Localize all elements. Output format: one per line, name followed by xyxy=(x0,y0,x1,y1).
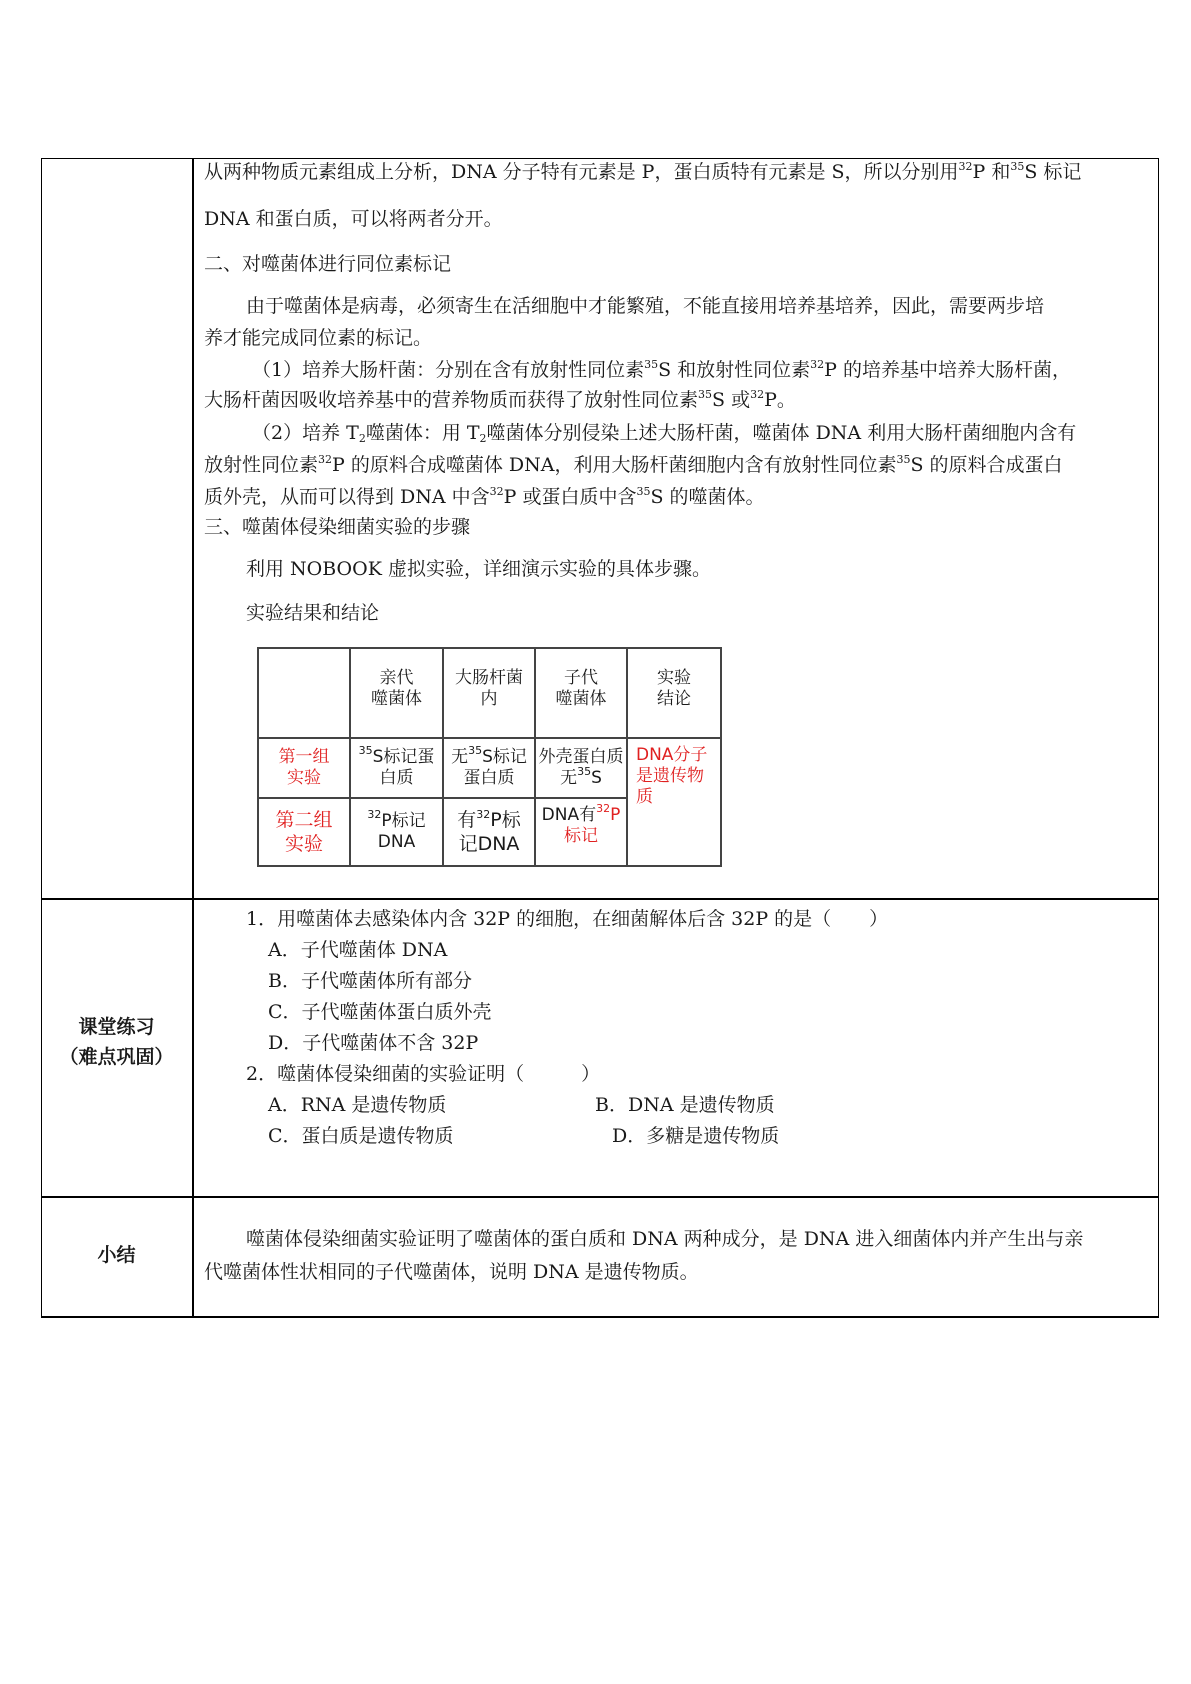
paragraph-labeling: 由于噬菌体是病毒，必须寄生在活细胞中才能繁殖，不能直接用培养基培养，因此，需要两步培 xyxy=(246,295,1045,317)
row2-ecoli: 有$^{32}$P标 记DNA xyxy=(457,808,521,855)
row2-offspring: DNA有$^{32}$P 标记 xyxy=(541,802,621,846)
nobook-paragraph: 利用 NOBOOK 虚拟实验，详细演示实验的具体步骤。 xyxy=(246,558,711,580)
question-2: 2．噬菌体侵染细菌的实验证明（ ） xyxy=(246,1063,601,1085)
conclusion-cell: DNA分子 是遗传物 质 xyxy=(636,745,708,807)
row2-label: 第二组 实验 xyxy=(275,809,333,855)
q2-option-a: A．RNA 是遗传物质 xyxy=(268,1094,447,1116)
row1-ecoli: 无$^{35}$S标记 蛋白质 xyxy=(451,744,527,788)
step-2-line-end: 质外壳，从而可以得到 DNA 中含$^{32}$P 或蛋白质中含$^{35}$S 的噬菌体。 xyxy=(204,485,765,508)
q1-option-a: A．子代噬菌体 DNA xyxy=(268,939,448,961)
header-conclusion: 实验 结论 xyxy=(657,668,691,709)
header-parent-phage: 亲代 噬菌体 xyxy=(371,668,422,709)
q1-option-d: D．子代噬菌体不含 32P xyxy=(268,1032,479,1054)
step-2-line-cont: 放射性同位素$^{32}$P 的原料合成噬菌体 DNA，利用大肠杆菌细胞内含有放射性同位素$^{35}$S 的原料合成蛋白 xyxy=(204,453,1063,476)
results-table xyxy=(257,647,722,867)
paragraph-elements: 从两种物质元素组成上分析，DNA 分子特有元素是 P，蛋白质特有元素是 S，所以分别用$^{32}$P 和$^{35}$S 标记 xyxy=(204,160,1082,183)
header-ecoli: 大肠杆菌 内 xyxy=(455,668,523,709)
summary-line-1: 噬菌体侵染细菌实验证明了噬菌体的蛋白质和 DNA 两种成分，是 DNA 进入细菌体内并产生出与亲 xyxy=(246,1228,1084,1250)
summary-label: 小结 xyxy=(97,1244,136,1266)
question-1: 1．用噬菌体去感染体内含 32P 的细胞，在细菌解体后含 32P 的是（ ） xyxy=(246,908,889,930)
q1-option-b: B．子代噬菌体所有部分 xyxy=(268,970,472,992)
step-1-line-cont: 大肠杆菌因吸收培养基中的营养物质而获得了放射性同位素$^{35}$S 或$^{32}$P。 xyxy=(204,388,796,411)
q2-option-b: B．DNA 是遗传物质 xyxy=(595,1094,775,1116)
summary-line-2: 代噬菌体性状相同的子代噬菌体，说明 DNA 是遗传物质。 xyxy=(204,1261,699,1283)
q2-option-c: C．蛋白质是遗传物质 xyxy=(268,1125,454,1147)
header-offspring-phage: 子代 噬菌体 xyxy=(555,668,607,709)
results-heading: 实验结果和结论 xyxy=(246,602,380,624)
q2-option-d: D．多糖是遗传物质 xyxy=(612,1125,780,1147)
row-divider-1 xyxy=(41,898,1159,900)
section-heading-2: 二、对噬菌体进行同位素标记 xyxy=(204,253,452,275)
practice-label: 课堂练习 （难点巩固） xyxy=(59,1016,174,1068)
row2-parent: $^{32}$P标记 DNA xyxy=(367,808,426,852)
row1-offspring: 外壳蛋白质 无$^{35}$S xyxy=(538,747,624,788)
row1-parent: $^{35}$S标记蛋 白质 xyxy=(358,744,435,788)
row-divider-2 xyxy=(41,1196,1159,1198)
step-2-line: （2）培养 $T_2$噬菌体：用 $T_2$噬菌体分别侵染上述大肠杆菌，噬菌体 DNA 利用大肠杆菌细胞内含有 xyxy=(252,422,1077,445)
row1-label: 第一组 实验 xyxy=(278,747,330,788)
column-divider xyxy=(192,158,194,1317)
section-heading-3: 三、噬菌体侵染细菌实验的步骤 xyxy=(204,516,471,538)
step-1-line: （1）培养大肠杆菌：分别在含有放射性同位素$^{35}$S 和放射性同位素$^{32}$P 的培养基中培养大肠杆菌， xyxy=(252,358,1071,381)
paragraph-elements-cont: DNA 和蛋白质，可以将两者分开。 xyxy=(204,208,503,230)
q1-option-c: C．子代噬菌体蛋白质外壳 xyxy=(268,1001,492,1023)
paragraph-labeling-cont: 养才能完成同位素的标记。 xyxy=(204,327,433,349)
